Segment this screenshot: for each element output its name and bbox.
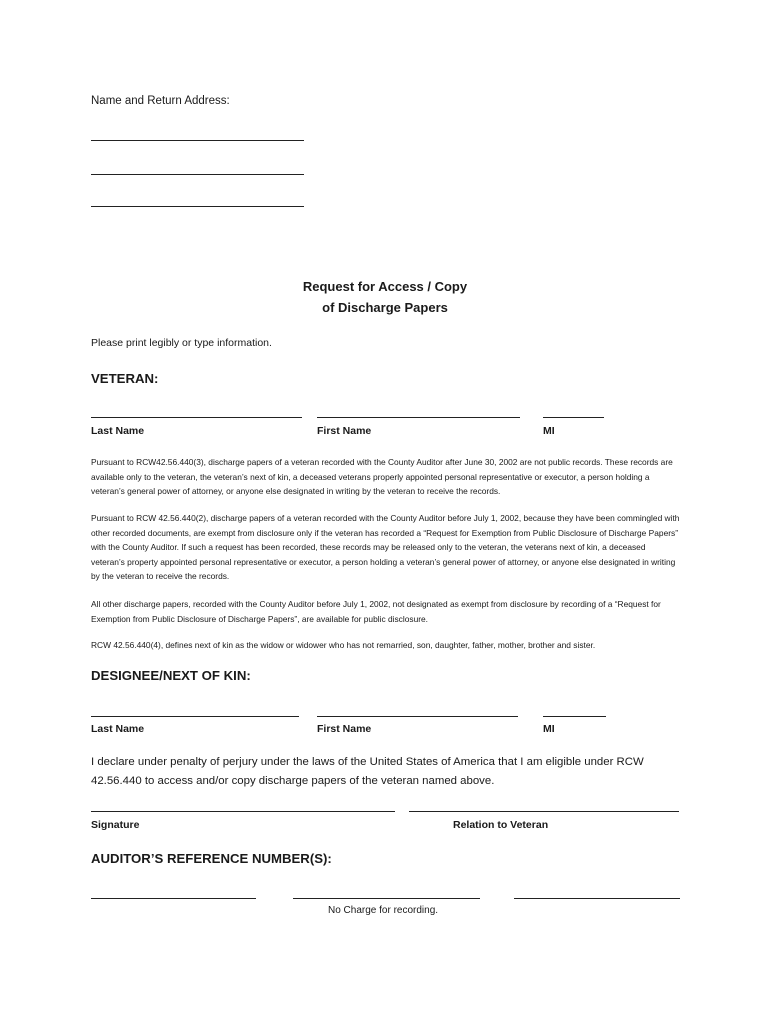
veteran-first-name-field[interactable] [317,417,520,418]
designee-first-name-field[interactable] [317,716,518,717]
designee-mi-field[interactable] [543,716,606,717]
auditor-reference-field-1[interactable] [91,898,256,899]
designee-heading: DESIGNEE/NEXT OF KIN: [91,668,251,683]
no-charge-note: No Charge for recording. [328,905,439,916]
signature-field[interactable] [91,811,395,812]
paragraph-public-disclosure: All other discharge papers, recorded with the County Auditor before July 1, 2002, not designated as exempt from disclosure by recording of a “Request for Exemption from Public Disclosure of Discharge Papers”, are available for public disclosure. [91,599,661,624]
return-address-label: Name and Return Address: [91,95,230,107]
auditor-reference-field-3[interactable] [514,898,680,899]
veteran-mi-field[interactable] [543,417,604,418]
signature-label: Signature [91,819,140,831]
designee-mi-label: MI [543,723,555,735]
designee-first-name-label: First Name [317,723,372,735]
designee-last-name-field[interactable] [91,716,299,717]
veteran-last-name-field[interactable] [91,417,302,418]
return-address-line-1[interactable] [91,140,304,141]
return-address-line-3[interactable] [91,206,304,207]
auditor-reference-field-2[interactable] [293,898,480,899]
veteran-heading: VETERAN: [91,371,159,386]
designee-last-name-label: Last Name [91,723,145,735]
paragraph-rcw-440-3: Pursuant to RCW42.56.440(3), discharge papers of a veteran recorded with the County Auditor after June 30, 2002 are not public records. These records are available only to the veteran, the veteran’s next of kin, a deceased veterans properly appointed personal representative or executor, a person holding a veteran’s general power of attorney, or anyone else designated in writing by the veteran to receive the records. [91,457,673,497]
relation-to-veteran-field[interactable] [409,811,679,812]
instructions-text: Please print legibly or type information. [91,337,272,349]
document-title-line-1: Request for Access / Copy [302,279,468,294]
veteran-last-name-label: Last Name [91,425,145,437]
veteran-first-name-label: First Name [317,425,372,437]
document-title-line-2: of Discharge Papers [322,300,448,315]
paragraph-rcw-440-2: Pursuant to RCW 42.56.440(2), discharge papers of a veteran recorded with the County Auditor before July 1, 2002, because they have been commingled with other recorded documents, are exempt from disclosure only if the veteran has recorded a “Request for Exemption from Public Disclosure of Discharge Papers” with the County Auditor. If such a request has been recorded, these records may be released only to the veteran, the veterans next of kin, a deceased veteran’s property appointed personal representative or executor, a person holding a veteran’s general power of attorney, or anyone else designated in writing by the veteran to receive the records. [91,513,680,582]
relation-to-veteran-label: Relation to Veteran [453,819,549,831]
paragraph-next-of-kin: RCW 42.56.440(4), defines next of kin as the widow or widower who has not remarried, son, daughter, father, mother, brother and sister. [91,640,596,650]
return-address-line-2[interactable] [91,174,304,175]
declaration-text: I declare under penalty of perjury under the laws of the United States of America that I am eligible under RCW 42.56.440 to access and/or copy discharge papers of the veteran named above. [91,756,644,787]
auditor-reference-heading: AUDITOR’S REFERENCE NUMBER(S): [91,851,332,866]
veteran-mi-label: MI [543,425,555,437]
